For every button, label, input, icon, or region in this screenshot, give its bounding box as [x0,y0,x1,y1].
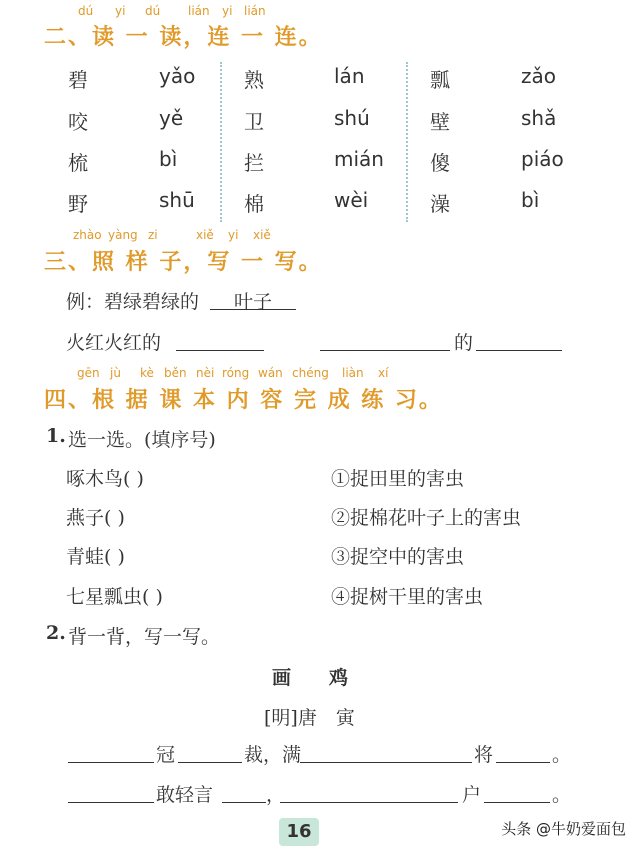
section-4-title: 四、根 据 课 本 内 容 完 成 练 习。 [44,388,443,413]
poem-fixed-text: 将 [474,744,494,766]
pinyin: lián [244,4,266,18]
match-pinyin[interactable]: mián [334,147,384,171]
match-pinyin[interactable]: wèi [334,188,369,212]
pinyin: chéng [292,366,329,380]
question-1-text: 选一选。(填序号) [68,429,216,451]
column-divider [406,62,408,222]
match-pinyin[interactable]: shú [334,106,370,130]
fill-mid: 的 [454,332,474,354]
blank-line[interactable] [484,780,550,803]
pinyin: zhào [73,228,102,242]
pinyin: róng [222,366,250,380]
blank-line[interactable] [280,780,458,803]
pinyin: jù [110,366,121,380]
animal-item[interactable]: 燕子( ) [66,507,125,529]
match-char[interactable]: 野 [68,192,88,216]
match-char[interactable]: 壁 [430,110,450,134]
match-pinyin[interactable]: shǎ [521,106,557,130]
option-item: ④捉树干里的害虫 [331,586,484,608]
match-char[interactable]: 咬 [68,110,88,134]
match-pinyin[interactable]: shū [159,188,195,212]
match-char[interactable]: 熟 [244,68,264,92]
blank-line[interactable] [178,740,242,763]
blank-line[interactable] [68,740,154,763]
pinyin: yi [228,228,239,242]
match-pinyin[interactable]: bì [159,147,178,171]
poem-fixed-text: ， [266,784,286,806]
animal-item[interactable]: 七星瓢虫( ) [66,586,163,608]
pinyin: xiě [196,228,214,242]
match-char[interactable]: 碧 [68,68,88,92]
pinyin: kè [140,366,154,380]
animal-item[interactable]: 啄木鸟( ) [66,468,144,490]
pinyin: dú [145,4,161,18]
blank-line[interactable] [222,780,266,803]
column-divider [220,62,222,222]
pinyin: nèi [196,366,215,380]
poem-fixed-text: 户 [462,784,482,806]
match-char[interactable]: 梳 [68,151,88,175]
question-2-number: 2. [46,622,66,644]
pinyin: xiě [253,228,271,242]
pinyin: xí [378,366,389,380]
match-pinyin[interactable]: piáo [521,147,564,171]
pinyin: liàn [342,366,364,380]
blank-line[interactable] [496,740,550,763]
question-1-number: 1. [46,425,66,447]
match-char[interactable]: 棉 [244,192,264,216]
example-label: 例：碧绿碧绿的 [66,291,200,313]
watermark: 头条 @牛奶爱面包 [501,820,626,838]
poem-fixed-text: 。 [552,784,572,806]
match-pinyin[interactable]: yǎo [159,64,196,88]
match-pinyin[interactable]: yě [159,106,184,130]
blank-line[interactable] [176,328,264,351]
match-pinyin[interactable]: lán [334,64,365,88]
pinyin: yàng [108,228,138,242]
pinyin: yi [222,4,233,18]
poem-fixed-text: 。 [552,744,572,766]
pinyin: gēn [77,366,100,380]
section-3-title: 三、照 样 子，写 一 写。 [44,250,323,275]
pinyin: běn [164,366,187,380]
match-pinyin[interactable]: bì [521,188,540,212]
animal-item[interactable]: 青蛙( ) [66,546,125,568]
option-item: ①捉田里的害虫 [331,468,465,490]
page-number: 16 [279,818,319,846]
option-item: ②捉棉花叶子上的害虫 [331,507,522,529]
option-item: ③捉空中的害虫 [331,546,465,568]
match-char[interactable]: 澡 [430,192,450,216]
match-char[interactable]: 拦 [244,151,264,175]
pinyin: dú [78,4,94,18]
match-char[interactable]: 卫 [244,110,264,134]
blank-line[interactable] [320,328,450,351]
blank-line[interactable] [68,780,154,803]
pinyin: zi [148,228,158,242]
poem-fixed-text: 裁，满 [244,744,302,766]
poem-title: 画 鸡 [272,667,349,689]
match-pinyin[interactable]: zǎo [521,64,556,88]
poem-fixed-text: 敢轻言 [156,784,214,806]
section-2-title: 二、读 一 读，连 一 连。 [44,25,323,50]
example-answer-line [210,287,296,313]
example-answer: 叶子 [233,291,272,313]
pinyin: yi [115,4,126,18]
poem-author: [明]唐 寅 [264,707,355,729]
fill-prefix: 火红火红的 [66,332,162,354]
poem-fixed-text: 冠 [156,744,176,766]
blank-line[interactable] [476,328,562,351]
blank-line[interactable] [300,740,472,763]
pinyin: lián [188,4,210,18]
match-char[interactable]: 傻 [430,151,450,175]
match-char[interactable]: 瓢 [430,68,450,92]
pinyin: wán [258,366,283,380]
question-2-text: 背一背，写一写。 [68,626,221,648]
